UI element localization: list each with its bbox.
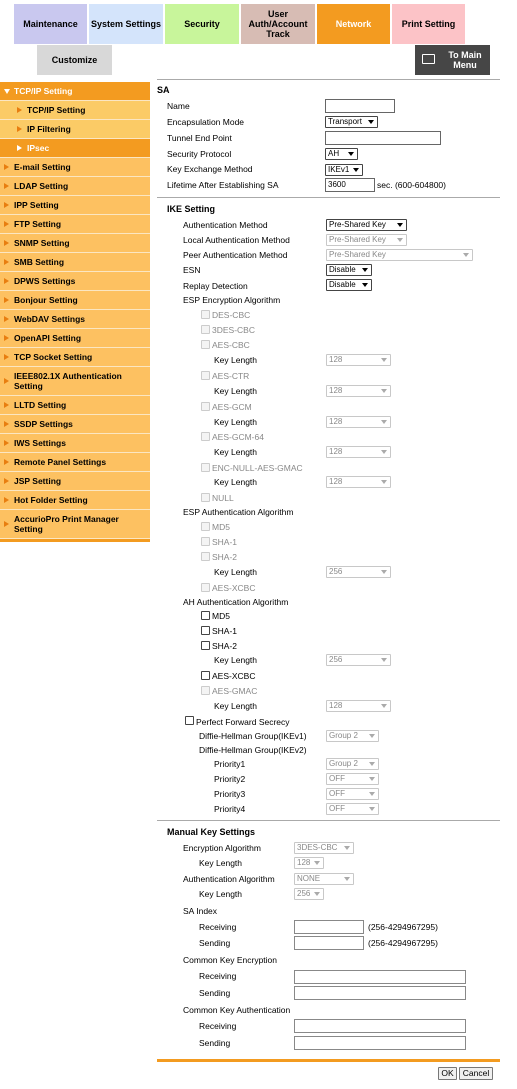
dh1-label: Diffie-Hellman Group(IKEv1) bbox=[199, 731, 307, 741]
aescbc-checkbox[interactable] bbox=[201, 340, 210, 349]
sidebar-item[interactable] bbox=[0, 82, 150, 101]
sidebar-item-label: TCP/IP Setting bbox=[27, 105, 86, 115]
cka-receiving-input[interactable] bbox=[294, 1019, 466, 1033]
sidebar-item-label: WebDAV Settings bbox=[14, 314, 85, 324]
kex-select[interactable]: IKEv1 bbox=[325, 164, 363, 176]
sidebar-item[interactable] bbox=[0, 453, 150, 472]
sidebar-item-label: SNMP Setting bbox=[14, 238, 70, 248]
aesgcm64-keylen-select[interactable]: 128 bbox=[326, 446, 391, 458]
esp-aesxcbc-checkbox[interactable] bbox=[201, 583, 210, 592]
ah-aesgmac-label: AES-GMAC bbox=[212, 686, 258, 696]
tab-user-auth[interactable]: User Auth/Account Track bbox=[240, 3, 316, 45]
lifetime-label: Lifetime After Establishing SA bbox=[167, 180, 279, 190]
replay-label: Replay Detection bbox=[183, 281, 248, 291]
ah-aesxcbc-checkbox[interactable] bbox=[201, 671, 210, 680]
sidebar-item[interactable] bbox=[0, 158, 150, 177]
tab-customize[interactable]: Customize bbox=[37, 45, 112, 75]
sidebar-item[interactable] bbox=[0, 348, 150, 367]
manual-enc-label: Encryption Algorithm bbox=[183, 843, 261, 853]
sidebar-item[interactable] bbox=[0, 120, 150, 139]
dh2-label: Diffie-Hellman Group(IKEv2) bbox=[199, 745, 307, 755]
sidebar-item-label: AccurioPro Print Manager Setting bbox=[14, 514, 119, 534]
triangle-icon bbox=[4, 478, 9, 484]
esp-sha1-label: SHA-1 bbox=[212, 537, 238, 547]
sidebar-item-label: TCP/IP Setting bbox=[14, 86, 73, 96]
sa-sending-range: (256-4294967295) bbox=[368, 938, 438, 948]
sidebar-item-label: OpenAPI Setting bbox=[14, 333, 82, 343]
triangle-icon bbox=[4, 202, 9, 208]
aesgcm-keylen-select[interactable]: 128 bbox=[326, 416, 391, 428]
aesgcm64-label: AES-GCM-64 bbox=[212, 432, 264, 442]
cke-sending-input[interactable] bbox=[294, 986, 466, 1000]
local-auth-label: Local Authentication Method bbox=[183, 235, 290, 245]
pfs-label: Perfect Forward Secrecy bbox=[196, 717, 290, 727]
aesctr-label: AES-CTR bbox=[212, 371, 250, 381]
sidebar-item-label: IPP Setting bbox=[14, 200, 59, 210]
sidebar-item[interactable] bbox=[0, 272, 150, 291]
lifetime-input[interactable]: 3600 bbox=[325, 178, 375, 192]
manual-auth-select[interactable]: NONE bbox=[294, 873, 354, 885]
sidebar-item-label: TCP Socket Setting bbox=[14, 352, 93, 362]
sidebar bbox=[0, 82, 150, 542]
keylen-label: Key Length bbox=[214, 655, 258, 665]
aesctr-checkbox[interactable] bbox=[201, 371, 210, 380]
triangle-icon bbox=[17, 126, 22, 132]
sidebar-item-label: LLTD Setting bbox=[14, 400, 67, 410]
manual-keylen2-select[interactable]: 256 bbox=[294, 888, 324, 900]
triangle-icon bbox=[17, 145, 22, 151]
esp-sha2-keylen-select[interactable]: 256 bbox=[326, 566, 391, 578]
divider bbox=[157, 197, 500, 198]
encnull-checkbox[interactable] bbox=[201, 463, 210, 472]
sidebar-item[interactable] bbox=[0, 396, 150, 415]
priority1-label: Priority1 bbox=[214, 759, 246, 769]
des-checkbox[interactable] bbox=[201, 310, 210, 319]
aesgcm-label: AES-GCM bbox=[212, 402, 252, 412]
ah-auth-label: AH Authentication Algorithm bbox=[183, 597, 289, 607]
manual-title: Manual Key Settings bbox=[167, 827, 256, 837]
cka-label: Common Key Authentication bbox=[183, 1005, 291, 1015]
cka-sending-input[interactable] bbox=[294, 1036, 466, 1050]
cka-receiving-label: Receiving bbox=[199, 1021, 237, 1031]
aesgcm-checkbox[interactable] bbox=[201, 402, 210, 411]
tab-print-setting[interactable]: Print Setting bbox=[391, 3, 466, 45]
protocol-select[interactable]: AH bbox=[325, 148, 358, 160]
to-main-menu-button[interactable]: To Main Menu bbox=[415, 45, 490, 75]
tab-system-settings[interactable]: System Settings bbox=[88, 3, 164, 45]
sidebar-item-label: IP Filtering bbox=[27, 124, 71, 134]
sidebar-item[interactable] bbox=[0, 101, 150, 120]
triangle-icon bbox=[4, 297, 9, 303]
sa-sending-input[interactable] bbox=[294, 936, 364, 950]
triangle-icon bbox=[4, 183, 9, 189]
sa-receiving-range: (256-4294967295) bbox=[368, 922, 438, 932]
sidebar-item[interactable] bbox=[0, 310, 150, 329]
ah-aesxcbc-label: AES-XCBC bbox=[212, 671, 256, 681]
footer-line bbox=[157, 1059, 500, 1062]
sidebar-item[interactable] bbox=[0, 253, 150, 272]
ah-sha2-checkbox[interactable] bbox=[201, 641, 210, 650]
triangle-icon bbox=[4, 221, 9, 227]
ah-sha1-label: SHA-1 bbox=[212, 626, 238, 636]
triangle-icon bbox=[4, 421, 9, 427]
ike-title: IKE Setting bbox=[167, 204, 216, 214]
esn-label: ESN bbox=[183, 265, 201, 275]
manual-keylen2-label: Key Length bbox=[199, 889, 243, 899]
sidebar-item-label: IEEE802.1X Authentication Setting bbox=[14, 371, 122, 391]
sa-title: SA bbox=[157, 85, 170, 95]
auth-method-label: Authentication Method bbox=[183, 220, 268, 230]
cke-receiving-input[interactable] bbox=[294, 970, 466, 984]
priority2-select[interactable]: OFF bbox=[326, 773, 379, 785]
replay-select[interactable]: Disable bbox=[326, 279, 372, 291]
ah-sha2-keylen-select[interactable]: 256 bbox=[326, 654, 391, 666]
triangle-icon bbox=[4, 164, 9, 170]
sa-index-label: SA Index bbox=[183, 906, 218, 916]
sidebar-item[interactable] bbox=[0, 434, 150, 453]
triangle-icon bbox=[4, 378, 9, 384]
keylen-label: Key Length bbox=[214, 477, 258, 487]
sidebar-item[interactable] bbox=[0, 367, 150, 396]
esp-auth-label: ESP Authentication Algorithm bbox=[183, 507, 294, 517]
pfs-checkbox[interactable] bbox=[185, 716, 194, 725]
priority2-label: Priority2 bbox=[214, 774, 246, 784]
kex-label: Key Exchange Method bbox=[167, 164, 253, 174]
sidebar-item[interactable] bbox=[0, 415, 150, 434]
triangle-icon bbox=[4, 440, 9, 446]
aescbc-keylen-select[interactable]: 128 bbox=[326, 354, 391, 366]
sidebar-item-label: SSDP Settings bbox=[14, 419, 73, 429]
triangle-icon bbox=[4, 459, 9, 465]
triangle-icon bbox=[4, 402, 9, 408]
peer-auth-select[interactable]: Pre-Shared Key bbox=[326, 249, 473, 261]
ah-md5-label: MD5 bbox=[212, 611, 230, 621]
sidebar-bottom-line bbox=[0, 539, 150, 542]
manual-keylen-label: Key Length bbox=[199, 858, 243, 868]
sidebar-item-label: LDAP Setting bbox=[14, 181, 69, 191]
triangle-icon bbox=[4, 497, 9, 503]
keylen-label: Key Length bbox=[214, 567, 258, 577]
encnull-label: ENC-NULL-AES-GMAC bbox=[212, 463, 303, 473]
esn-select[interactable]: Disable bbox=[326, 264, 372, 276]
sidebar-item-label: IPsec bbox=[27, 143, 50, 153]
triangle-icon bbox=[4, 354, 9, 360]
triangle-icon bbox=[4, 278, 9, 284]
esp-sha2-label: SHA-2 bbox=[212, 552, 238, 562]
sidebar-item[interactable] bbox=[0, 215, 150, 234]
esp-sha2-checkbox[interactable] bbox=[201, 552, 210, 561]
esp-sha1-checkbox[interactable] bbox=[201, 537, 210, 546]
sa-receiving-input[interactable] bbox=[294, 920, 364, 934]
protocol-label: Security Protocol bbox=[167, 149, 232, 159]
triangle-icon bbox=[17, 107, 22, 113]
encnull-keylen-select[interactable]: 128 bbox=[326, 476, 391, 488]
des-label: DES-CBC bbox=[212, 310, 251, 320]
sidebar-item[interactable] bbox=[0, 329, 150, 348]
cke-sending-label: Sending bbox=[199, 988, 231, 998]
3des-checkbox[interactable] bbox=[201, 325, 210, 334]
ok-button[interactable]: OK bbox=[438, 1067, 457, 1080]
tunnel-label: Tunnel End Point bbox=[167, 133, 232, 143]
ah-sha2-label: SHA-2 bbox=[212, 641, 238, 651]
sidebar-item[interactable] bbox=[0, 139, 150, 158]
null-checkbox[interactable] bbox=[201, 493, 210, 502]
lifetime-hint: sec. (600-604800) bbox=[377, 180, 446, 190]
null-label: NULL bbox=[212, 493, 234, 503]
sidebar-item[interactable] bbox=[0, 491, 150, 510]
priority4-label: Priority4 bbox=[214, 804, 246, 814]
manual-enc-select[interactable]: 3DES-CBC bbox=[294, 842, 354, 854]
sidebar-item[interactable] bbox=[0, 177, 150, 196]
sa-sending-label: Sending bbox=[199, 938, 231, 948]
sidebar-item[interactable] bbox=[0, 196, 150, 215]
tunnel-input[interactable] bbox=[325, 131, 441, 145]
sidebar-item[interactable] bbox=[0, 291, 150, 310]
sidebar-item[interactable] bbox=[0, 472, 150, 491]
esp-md5-checkbox[interactable] bbox=[201, 522, 210, 531]
triangle-icon bbox=[4, 89, 10, 94]
keylen-label: Key Length bbox=[214, 447, 258, 457]
sidebar-item-label: JSP Setting bbox=[14, 476, 62, 486]
ah-md5-checkbox[interactable] bbox=[201, 611, 210, 620]
sidebar-item-label: SMB Setting bbox=[14, 257, 65, 267]
sidebar-item-label: Remote Panel Settings bbox=[14, 457, 107, 467]
aesgcm64-checkbox[interactable] bbox=[201, 432, 210, 441]
esp-md5-label: MD5 bbox=[212, 522, 230, 532]
priority3-select[interactable]: OFF bbox=[326, 788, 379, 800]
priority1-select[interactable]: Group 2 bbox=[326, 758, 379, 770]
triangle-icon bbox=[4, 316, 9, 322]
local-auth-select[interactable]: Pre-Shared Key bbox=[326, 234, 407, 246]
sa-receiving-label: Receiving bbox=[199, 922, 237, 932]
ah-sha1-checkbox[interactable] bbox=[201, 626, 210, 635]
auth-method-select[interactable]: Pre-Shared Key bbox=[326, 219, 407, 231]
cancel-button[interactable]: Cancel bbox=[459, 1067, 493, 1080]
sidebar-item[interactable] bbox=[0, 234, 150, 253]
sidebar-item-label: FTP Setting bbox=[14, 219, 62, 229]
tab-security[interactable]: Security bbox=[164, 3, 240, 45]
triangle-icon bbox=[4, 521, 9, 527]
sidebar-item[interactable] bbox=[0, 510, 150, 539]
keylen-label: Key Length bbox=[214, 701, 258, 711]
cke-label: Common Key Encryption bbox=[183, 955, 278, 965]
ah-aesgmac-checkbox[interactable] bbox=[201, 686, 210, 695]
cke-receiving-label: Receiving bbox=[199, 971, 237, 981]
keylen-label: Key Length bbox=[214, 386, 258, 396]
name-label: Name bbox=[167, 101, 190, 111]
sidebar-item-label: Bonjour Setting bbox=[14, 295, 78, 305]
encap-select[interactable]: Transport bbox=[325, 116, 378, 128]
aescbc-label: AES-CBC bbox=[212, 340, 250, 350]
header-line bbox=[157, 79, 500, 80]
divider bbox=[157, 820, 500, 821]
sidebar-item-label: IWS Settings bbox=[14, 438, 66, 448]
keylen-label: Key Length bbox=[214, 417, 258, 427]
name-input[interactable] bbox=[325, 99, 395, 113]
3des-label: 3DES-CBC bbox=[212, 325, 255, 335]
sidebar-item-label: E-mail Setting bbox=[14, 162, 71, 172]
cka-sending-label: Sending bbox=[199, 1038, 231, 1048]
triangle-icon bbox=[4, 240, 9, 246]
manual-auth-label: Authentication Algorithm bbox=[183, 874, 275, 884]
keylen-label: Key Length bbox=[214, 355, 258, 365]
ah-aesgmac-keylen-select[interactable]: 128 bbox=[326, 700, 391, 712]
triangle-icon bbox=[4, 259, 9, 265]
dh1-select[interactable]: Group 2 bbox=[326, 730, 379, 742]
manual-keylen-select[interactable]: 128 bbox=[294, 857, 324, 869]
priority3-label: Priority3 bbox=[214, 789, 246, 799]
esp-aesxcbc-label: AES-XCBC bbox=[212, 583, 256, 593]
encap-label: Encapsulation Mode bbox=[167, 117, 245, 127]
triangle-icon bbox=[4, 335, 9, 341]
peer-auth-label: Peer Authentication Method bbox=[183, 250, 288, 260]
tab-maintenance[interactable]: Maintenance bbox=[13, 3, 88, 45]
priority4-select[interactable]: OFF bbox=[326, 803, 379, 815]
aesctr-keylen-select[interactable]: 128 bbox=[326, 385, 391, 397]
sidebar-item-label: Hot Folder Setting bbox=[14, 495, 88, 505]
esp-enc-label: ESP Encryption Algorithm bbox=[183, 295, 281, 305]
menu-icon bbox=[422, 54, 435, 64]
sidebar-item-label: DPWS Settings bbox=[14, 276, 76, 286]
tab-network[interactable]: Network bbox=[316, 3, 391, 45]
